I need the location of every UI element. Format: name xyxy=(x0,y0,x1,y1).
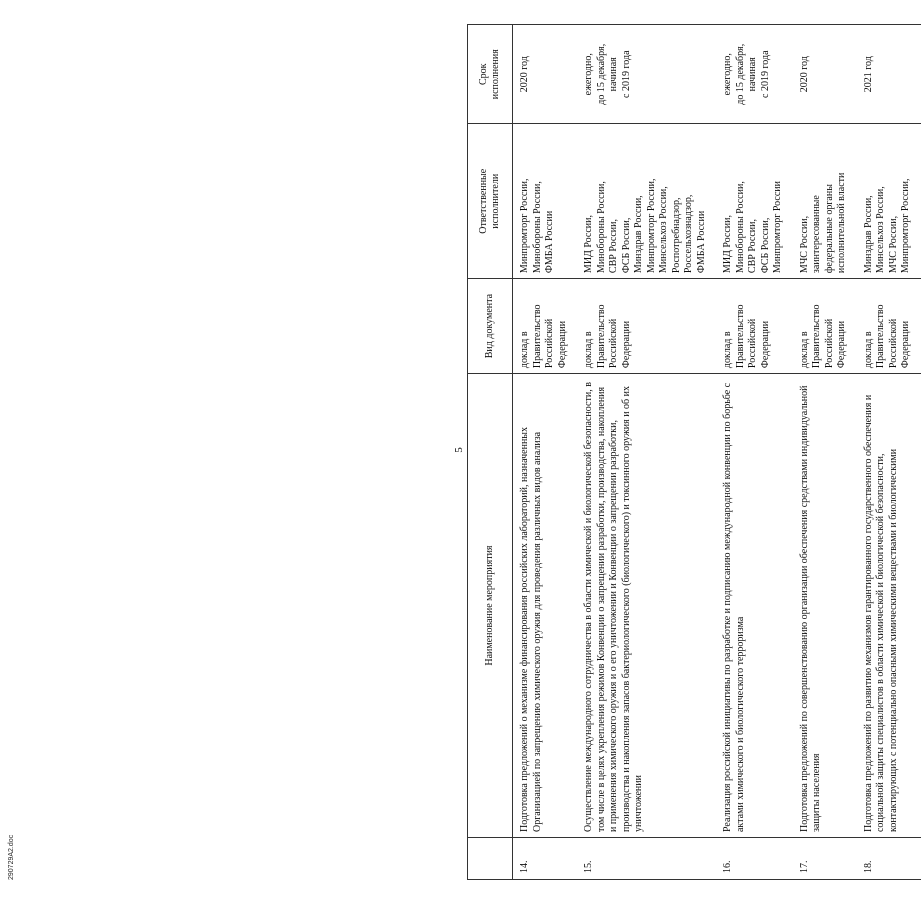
row-term: 2021 год xyxy=(857,25,921,124)
row-name: Подготовка предложений по совершенствованию организации обеспечения средствами индивидуальной защиты населения xyxy=(793,374,857,838)
header-term: Срок исполнения xyxy=(468,25,513,124)
row-num: 17. xyxy=(793,838,857,880)
row-doc-type: доклад в Правительство Российской Федерации xyxy=(857,279,921,374)
table-row xyxy=(513,25,578,880)
row-name: Подготовка предложений о механизме финансирования российских лабораторий, назначенных Организацией по запрещению химического оружия для проведения различных видов анализа xyxy=(513,374,578,838)
table-row xyxy=(716,25,793,880)
row-term: ежегодно, до 15 декабря, начиная с 2019 года xyxy=(577,25,716,124)
row-doc-type: доклад в Правительство Российской Федерации xyxy=(793,279,857,374)
row-num: 18. xyxy=(857,838,921,880)
row-term: 2020 год xyxy=(793,25,857,124)
page-number: 5 xyxy=(453,447,465,453)
row-responsible: Минпромторг России, Минобороны России, ФМБА России xyxy=(513,124,578,279)
row-doc-type: доклад в Правительство Российской Федерации xyxy=(716,279,793,374)
row-doc-type: доклад в Правительство Российской Федерации xyxy=(577,279,716,374)
row-num: 14. xyxy=(513,838,578,880)
row-term: 2020 год xyxy=(513,25,578,124)
row-name: Реализация российской инициативы по разработке и подписанию международной конвенции по борьбе с актами химического и биологического терроризма xyxy=(716,374,793,838)
row-term: ежегодно, до 15 декабря, начиная с 2019 года xyxy=(716,25,793,124)
row-name: Подготовка предложений по развитию механизмов гарантированного государственного обеспечения и социальной защиты специалистов в области химической и биологической безопасности, контактирующих с потенциально опасными химическими веществами и биологическими xyxy=(857,374,921,838)
header-name: Наименование мероприятия xyxy=(468,374,513,838)
row-num: 16. xyxy=(716,838,793,880)
header-num xyxy=(468,838,513,880)
row-responsible: МИД России, Минобороны России, СВР России, ФСБ России, Минпромторг России xyxy=(716,124,793,279)
row-num: 15. xyxy=(577,838,716,880)
measures-table xyxy=(467,24,921,880)
row-name: Осуществление международного сотрудничества в области химической и биологической безопасности, в том числе в целях укрепления режимов Конвенции о запрещении разработки, производства, накопления и применения химического оружия и о его уничтожении и Конвенции о запрещении разработки, производства и накопления запасов бактериологического (биологического) и токсинного оружия и об их уничтожении xyxy=(577,374,716,838)
footer-file-code: 290729A2.doc xyxy=(8,834,15,880)
table-row xyxy=(857,25,921,880)
header-doc-type: Вид документа xyxy=(468,279,513,374)
row-responsible: МЧС России, заинтересованные федеральные органы исполнительной власти xyxy=(793,124,857,279)
table-header-row xyxy=(468,25,513,880)
header-responsible: Ответственные исполнители xyxy=(468,124,513,279)
rotated-sheet xyxy=(55,20,911,880)
table-row xyxy=(577,25,716,880)
row-responsible: Минздрав России, Минсельхоз России, МЧС России, Минпромторг России, xyxy=(857,124,921,279)
row-doc-type: доклад в Правительство Российской Федерации xyxy=(513,279,578,374)
row-responsible: МИД России, Минобороны России, СВР России, ФСБ России, Минздрав России, Минпромторг России, Минсельхоз России, Роспотребнадзор, Россельхознадзор, ФМБА России xyxy=(577,124,716,279)
table-row xyxy=(793,25,857,880)
